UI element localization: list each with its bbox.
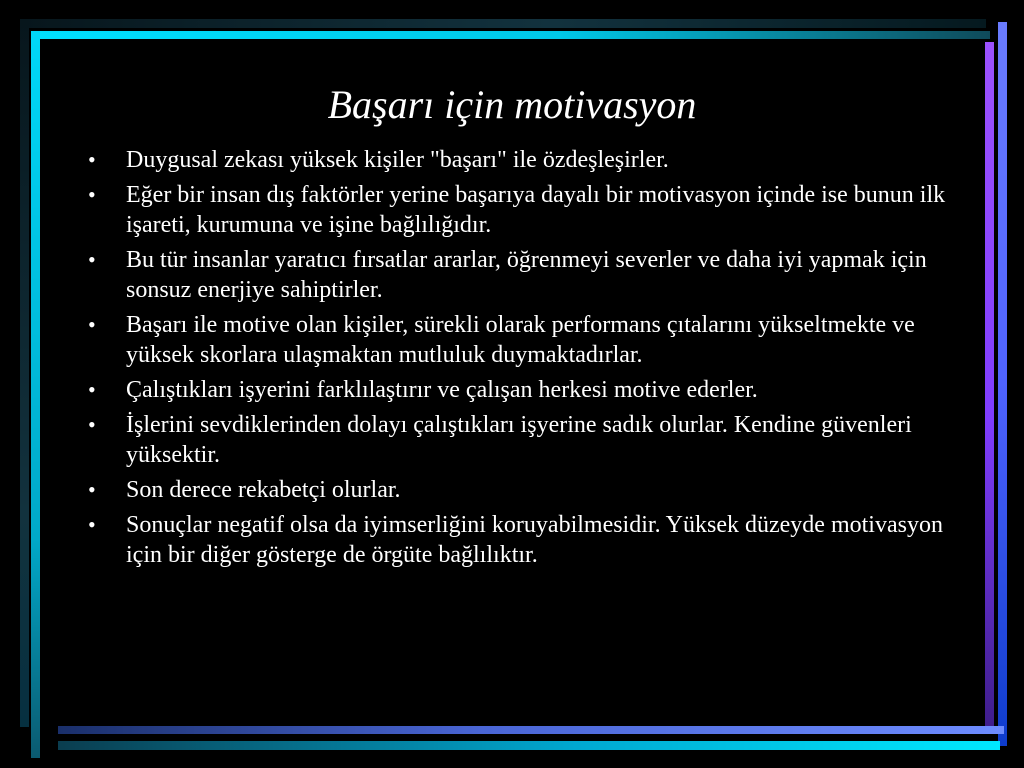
bullet-list (86, 145, 946, 575)
bullet-icon: • (88, 147, 96, 172)
bullet-item (86, 410, 946, 470)
slide-title: Başarı için motivasyon (327, 82, 697, 127)
bullet-item (86, 510, 946, 570)
bullet-icon: • (88, 182, 96, 207)
frame-bottom-cyan-bar (58, 741, 1000, 750)
bullet-text: Duygusal zekası yüksek kişiler "başarı" ile özdeşleşirler. (126, 147, 669, 173)
bullet-icon: • (88, 477, 96, 502)
bullet-text: Çalıştıkları işyerini farklılaştırır ve çalışan herkesi motive ederler. (126, 377, 758, 403)
bullet-text: Bu tür insanlar yaratıcı fırsatlar ararlar, öğrenmeyi severler ve daha iyi yapmak için sonsuz enerjiye sahiptirler. (126, 247, 927, 303)
bullet-item (86, 180, 946, 240)
bullet-text: Başarı ile motive olan kişiler, sürekli olarak performans çıtalarını yükseltmekte ve yüksek skorlara ulaşmaktan mutluluk duymaktadırlar. (126, 312, 915, 368)
bullet-icon: • (88, 512, 96, 537)
frame-top-dark-bar (20, 19, 986, 28)
frame-bottom-blue-bar (58, 726, 1004, 734)
bullet-item (86, 310, 946, 370)
bullet-item (86, 375, 946, 405)
bullet-item (86, 145, 946, 175)
frame-left-cyan-bar (31, 31, 40, 758)
bullet-item (86, 245, 946, 305)
bullet-icon: • (88, 377, 96, 402)
bullet-text: Eğer bir insan dış faktörler yerine başarıya dayalı bir motivasyon içinde ise bunun ilk işareti, kurumuna ve işine bağlılığıdır. (126, 182, 946, 238)
bullet-icon: • (88, 247, 96, 272)
frame-top-cyan-bar (32, 31, 990, 39)
bullet-text: Son derece rekabetçi olurlar. (126, 477, 401, 503)
frame-right-purple-bar (985, 42, 994, 726)
bullet-icon: • (88, 412, 96, 437)
frame-left-dark-bar (20, 19, 29, 727)
bullet-icon: • (88, 312, 96, 337)
frame-right-blue-bar (998, 22, 1007, 746)
bullet-text: Sonuçlar negatif olsa da iyimserliğini koruyabilmesidir. Yüksek düzeyde motivasyon için bir diğer gösterge de örgüte bağlılıktır. (126, 512, 943, 568)
bullet-item (86, 475, 946, 505)
bullet-text: İşlerini sevdiklerinden dolayı çalıştıkları işyerine sadık olurlar. Kendine güvenleri yüksektir. (126, 412, 912, 468)
